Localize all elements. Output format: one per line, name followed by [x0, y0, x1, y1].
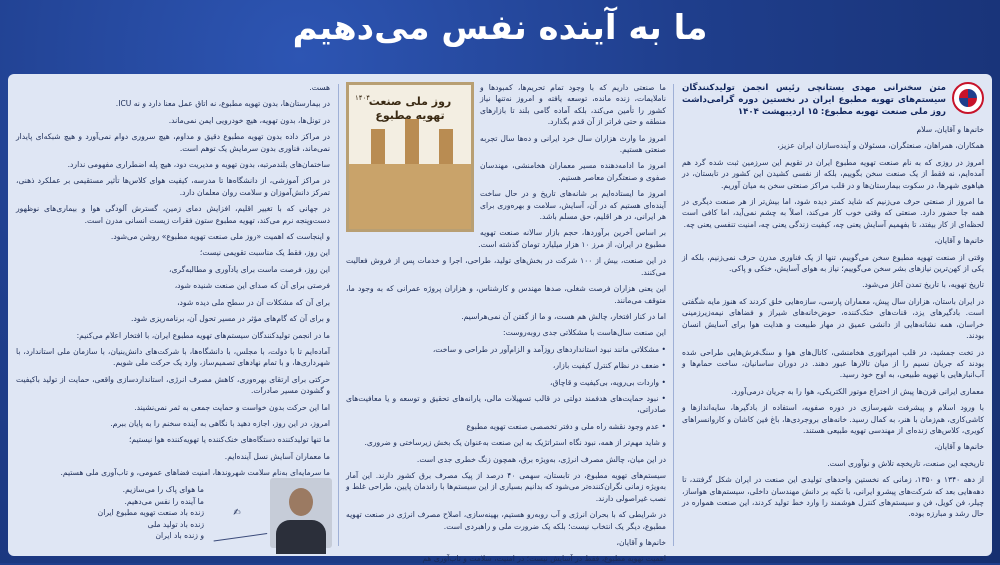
column-right: [674, 74, 992, 556]
paragraph: خانم‌ها و آقایان،: [934, 236, 984, 246]
paragraph: اما این حرکت بدون خواست و حمایت جمعی به ثمر نمی‌نشیند.: [134, 402, 330, 412]
paragraph: حرکتی برای ارتقای بهره‌وری، کاهش مصرف انرژی، استانداردسازی واقعی، حمایت از تولید باکیفیت و گشودن مسیر صادرات.: [16, 374, 330, 396]
paragraph: فرصتی برای آن که صدای این صنعت شنیده شود،: [174, 281, 330, 291]
paragraph: و اینجاست که اهمیت «روز ملی صنعت تهویه مطبوع» روشن می‌شود.: [110, 232, 330, 242]
paragraph: سیستم‌های تهویه مطبوع، در تابستان، سهمی ۴۰ درصد از پیک مصرف برق کشور دارند. این آمار به‌ویژه زمانی نگران‌کننده‌تر می‌شود که بدانیم بسیاری از این سیستم‌ها با راندمان پایین، طراحی غلط و نصب غیراصولی دارند.: [346, 470, 666, 503]
signature-icon: ✍: [207, 484, 267, 541]
speaker-signature-block: [14, 476, 332, 550]
paragraph: • نبود حمایت‌های هدفمند دولتی در قالب تسهیلات مالی، یارانه‌های تحقیق و توسعه و یا معافیت‌های صادراتی،: [346, 393, 666, 415]
column-middle: [338, 74, 674, 564]
paragraph: با ورود اسلام و پیشرفت شهرسازی در دوره صفویه، استفاده از بادگیرها، سایه‌اندازها و کاشی‌کاری، هم‌زمان با هنر، به کمال رسید. خانه‌های بروجردی‌ها، باغ فین کاشان و کاروانسراهای کویری، کلاس‌های زنده‌ای از مهندسی تهویه طبیعی هستند.: [682, 403, 984, 435]
paragraph: خانم‌ها و آقایان،: [934, 442, 984, 452]
association-logo-icon: [952, 82, 984, 114]
closing-line: ما آینده را نفس می‌دهیم.: [124, 496, 204, 506]
paragraph: هست.: [309, 83, 330, 92]
artwork-year: ۱۴۰۴: [355, 94, 371, 102]
article-intro: متن سخنرانی مهدی بستانچی رئیس انجمن تولیدکنندگان سیستم‌های تهویه مطبوع ایران در نخستین دوره گرامی‌داشت روز ملی صنعت تهویه مطبوع: ۱۵ اردیبهشت ۱۴۰۴: [682, 83, 946, 117]
paragraph: ما تنها تولیدکننده دستگاه‌های خنک‌کننده یا تهویه‌کننده هوا نیستیم؛: [128, 435, 330, 445]
column-right-text: [682, 124, 984, 520]
paragraph: این روز، فقط یک مناسبت تقویمی نیست؛: [199, 248, 330, 258]
paragraph: اما در کنار افتخار، چالش هم هست، و ما از گفتن آن نمی‌هراسیم.: [461, 311, 666, 321]
column-divider: [338, 84, 339, 546]
paragraph: برای آن که مشکلات آن در سطح ملی دیده شود،: [177, 297, 330, 307]
page-title: ما به آینده نفس می‌دهیم: [292, 8, 708, 48]
paragraph: • عدم وجود نقشه راه ملی و دفتر تخصصی صنعت تهویه مطبوع: [466, 421, 666, 431]
speaker-photo: [270, 478, 332, 548]
paragraph: ما در انجمن تولیدکنندگان سیستم‌های تهویه مطبوع ایران، با افتخار اعلام می‌کنیم:: [76, 330, 330, 340]
paragraph: • ضعف در نظام کنترل کیفیت بازار،: [552, 361, 666, 371]
paragraph: تاریخچه این صنعت، تاریخچه تلاش و نوآوری است.: [827, 458, 984, 468]
closing-line: ما هوای پاک را می‌سازیم.: [122, 485, 204, 495]
paragraph: معماری ایرانی قرن‌ها پیش از اختراع موتور الکتریکی، هوا را به جریان درمی‌آورد.: [731, 386, 984, 396]
paragraph: خانم‌ها و آقایان،: [616, 538, 666, 547]
paragraph: همکاران، همراهان، صنعتگران، مسئولان و آینده‌سازان ایران عزیز،: [777, 141, 984, 151]
paragraph: در این صنعت، بیش از ۱۰۰ شرکت در بخش‌های تولید، طراحی، اجرا و خدمات پس از فروش فعالیت می‌کنند.: [346, 256, 666, 277]
paragraph: در مراکز آموزشی، از دانشگاه‌ها تا مدرسه، کیفیت هوای کلاس‌ها تأثیر مستقیمی بر عملکرد ذهنی، تمرکز دانش‌آموزان و سلامت روان معلمان دارد.: [16, 176, 330, 197]
paragraph: آماده‌ایم تا با دولت، با مجلس، با دانشگاه‌ها، با شرکت‌های دانش‌بنیان، با سازمان ملی استاندارد، با شهرداری‌ها، و با تمام نهادهای تصمیم‌ساز، وارد یک حرکت ملی شویم.: [16, 346, 330, 368]
paragraph: امروز ما ایستاده‌ایم بر شانه‌های تاریخ و در حال ساخت آینده‌ای هستیم که در آن، آسایش، سلامت و بهره‌وری برای هر ایرانی، در هر اقلیم، حق مسلم باشد.: [480, 189, 666, 222]
closing-line: زنده باد صنعت تهویه مطبوع ایران: [97, 508, 204, 518]
paragraph: امروز، در این روز، اجازه دهید با نگاهی به آینده سخنم را به پایان ببرم.: [110, 418, 330, 428]
paragraph: این یعنی هزاران فرصت شغلی، صدها مهندس و کارشناس، و هزاران پروژه عمرانی که به وجود ما، متوقف می‌مانند.: [346, 284, 666, 305]
paragraph: خانم‌ها و آقایان، سلام: [916, 125, 984, 134]
paragraph: ما معماران آسایش نسل آینده‌ایم.: [224, 451, 330, 461]
paragraph: این روز، فرصت ماست برای یادآوری و مطالبه‌گری،: [169, 264, 330, 274]
paragraph: و برای آن که گام‌های مؤثر در مسیر تحول آن، برنامه‌ریزی شود.: [131, 314, 330, 324]
paragraph: این صنعت سال‌هاست با مشکلاتی جدی روبه‌روست:: [503, 328, 666, 338]
paragraph: امروز ما ادامه‌دهنده مسیر معماران هخامنشی، مهندسان صفوی و صنعتگران معاصر هستیم.: [480, 161, 666, 182]
paragraph: ما امروز از صنعتی حرف می‌زنیم که شاید کمتر دیده شود، اما بیش‌تر از هر صنعت دیگری در همه جا حضور دارد. صنعتی که وقتی خوب کار می‌کند، اصلاً به چشم نمی‌آید، اما کافی است لحظه‌ای از کار بیفتد، تا بفهمیم آسایش یعنی چه، کیفیت زندگی یعنی چه، امنیت تنفسی یعنی چه.: [682, 197, 984, 229]
paragraph: • مشکلاتی مانند نبود استانداردهای روزآمد و الزام‌آور در طراحی و ساخت،: [432, 344, 666, 354]
paragraph: در ایران باستان، هزاران سال پیش، معماران پارسی، سازه‌هایی خلق کردند که هنوز مایه شگفتی است. بادگیرهای یزد، قنات‌های خنک‌کننده، حوض‌خانه‌های شیراز و فضاهای نیمه‌زیرزمینی خراسان، همه نشانه‌هایی از دانشی عمیق در مهار طبیعت و هدایت هوا برای آسایش انسان بودند.: [682, 296, 984, 341]
column-left-text: [16, 82, 330, 479]
paragraph: ما صنعتی داریم که با وجود تمام تحریم‌ها، کمبودها و ناملایمات، زنده مانده، توسعه یافته و امروز نه‌تنها نیاز کشور را تأمین می‌کند، بلکه آماده گامی بلند تا بازارهای منطقه و حتی فراتر از آن قدم بگذارد.: [480, 83, 666, 127]
article-header: [682, 82, 984, 118]
paragraph: امروز ما وارث هزاران سال خرد ایرانی و ده‌ها سال تجربه صنعتی هستیم.: [480, 133, 666, 155]
paragraph: ساختمان‌های بلندمرتبه، بدون تهویه و مدیریت دود، هیچ پله اضطراری مفهومی ندارد.: [67, 160, 330, 170]
paragraph: در جهانی که با تغییر اقلیم، افزایش دمای زمین، گسترش آلودگی هوا و بیماری‌های نوظهور دست‌وپنجه نرم می‌کند، تهویه مطبوع ستون فقرات زیست انسانی مدرن است.: [16, 204, 330, 225]
closing-lines: [98, 484, 204, 541]
artwork-title: روز ملی صنعت تهویه مطبوع: [368, 95, 452, 122]
closing-line: زنده باد تولید ملی: [147, 519, 204, 529]
paragraph: و شاید مهم‌تر از همه، نبود نگاه استراتژیک به این صنعت به‌عنوان یک بخش زیرساختی و ضروری.: [364, 438, 666, 448]
paragraph: وقتی از صنعت تهویه مطبوع سخن می‌گوییم، تنها از یک فناوری مدرن حرف نمی‌زنیم، بلکه از یکی از کهن‌ترین نیازهای بشر سخن می‌گوییم؛ نیاز به هوای آسایش، خنکی و پاکی.: [682, 252, 984, 274]
paragraph: در مراکز داده بدون تهویه مطبوع دقیق و مداوم، هیچ سروری دوام نمی‌آورد و هیچ شبکه‌ای پایدار نمی‌ماند، فناوری بدون سرمایش یک توهم است.: [16, 132, 330, 153]
paragraph: در تخت جمشید، در قلب امپراتوری هخامنشی، کانال‌های هوا و سنگ‌فرش‌هایی طراحی شده بودند که جریان نسیم را از میان تالارها عبور دهند. در دوران ساسانیان، ساخت حمام‌ها و آب‌انبارهایی با تهویه طبیعی، به اوج خود رسید.: [682, 347, 984, 380]
closing-line: و زنده باد ایران: [155, 531, 204, 541]
paragraph: تاریخ تهویه، با تاریخ تمدن آغاز می‌شود.: [862, 280, 984, 290]
article-panel: [8, 74, 992, 564]
paragraph: از دهه ۱۳۴۰ و ۱۳۵۰، زمانی که نخستین واحدهای تولیدی این صنعت در ایران شکل گرفتند، تا دهه‌هایی بعد که شرکت‌های پیشرو ایرانی، با تکیه بر دانش مهندسان داخلی، سیستم‌های هواساز، چیلر، فن کویل، فن و سیستم‌های کنترل هوشمند را وارد خط تولید کردند، این صنعت همواره در حال رشد و مبارزه بوده.: [682, 475, 984, 519]
paragraph: در تونل‌ها، بدون تهویه، هیچ خودرویی ایمن نمی‌ماند.: [168, 115, 330, 125]
national-day-artwork: [346, 82, 474, 232]
paragraph: • واردات بی‌رویه، بی‌کیفیت و قاچاق،: [550, 377, 666, 387]
paragraph: در شرایطی که با بحران انرژی و آب روبه‌رو هستیم، بهینه‌سازی، اصلاح مصرف انرژی در صنعت تهویه مطبوع، دیگر یک انتخاب نیست؛ بلکه یک ضرورت ملی و راهبردی است.: [346, 510, 666, 531]
paragraph: بر اساس آخرین برآوردها، حجم بازار سالانه صنعت تهویه مطبوع در ایران، از مرز ۱۰ هزار میلیارد تومان گذشته است.: [478, 228, 666, 249]
paragraph: ما سرمایه‌ای به‌نام سلامت شهروندها، امنیت فضاهای عمومی، و تاب‌آوری ملی هستیم.: [60, 468, 330, 478]
paragraph: اهمیت تهویه مطبوع، فقط در آسایش نیست؛ در امنیت، سلامت و تاب‌آوری هم: [422, 554, 666, 564]
paragraph: در بیمارستان‌ها، بدون تهویه مطبوع، نه اتاق عمل معنا دارد و نه ICU.: [115, 99, 330, 109]
paragraph: امروز در روزی که به نام صنعت تهویه مطبوع ایران در تقویم این سرزمین ثبت شده گرد هم آمده‌ایم، نه فقط از یک صنعت سخن بگوییم، بلکه از نفسی کشیدن این کشور در تابستان، در هیاهوی شهرها، در سکوت بیمارستان‌ها و در قلب مراکز صنعتی سخن به میان آوریم.: [682, 157, 984, 190]
paragraph: در این میان، چالش مصرف انرژی، به‌ویژه برق، همچون زنگ خطری جدی است.: [416, 454, 666, 464]
